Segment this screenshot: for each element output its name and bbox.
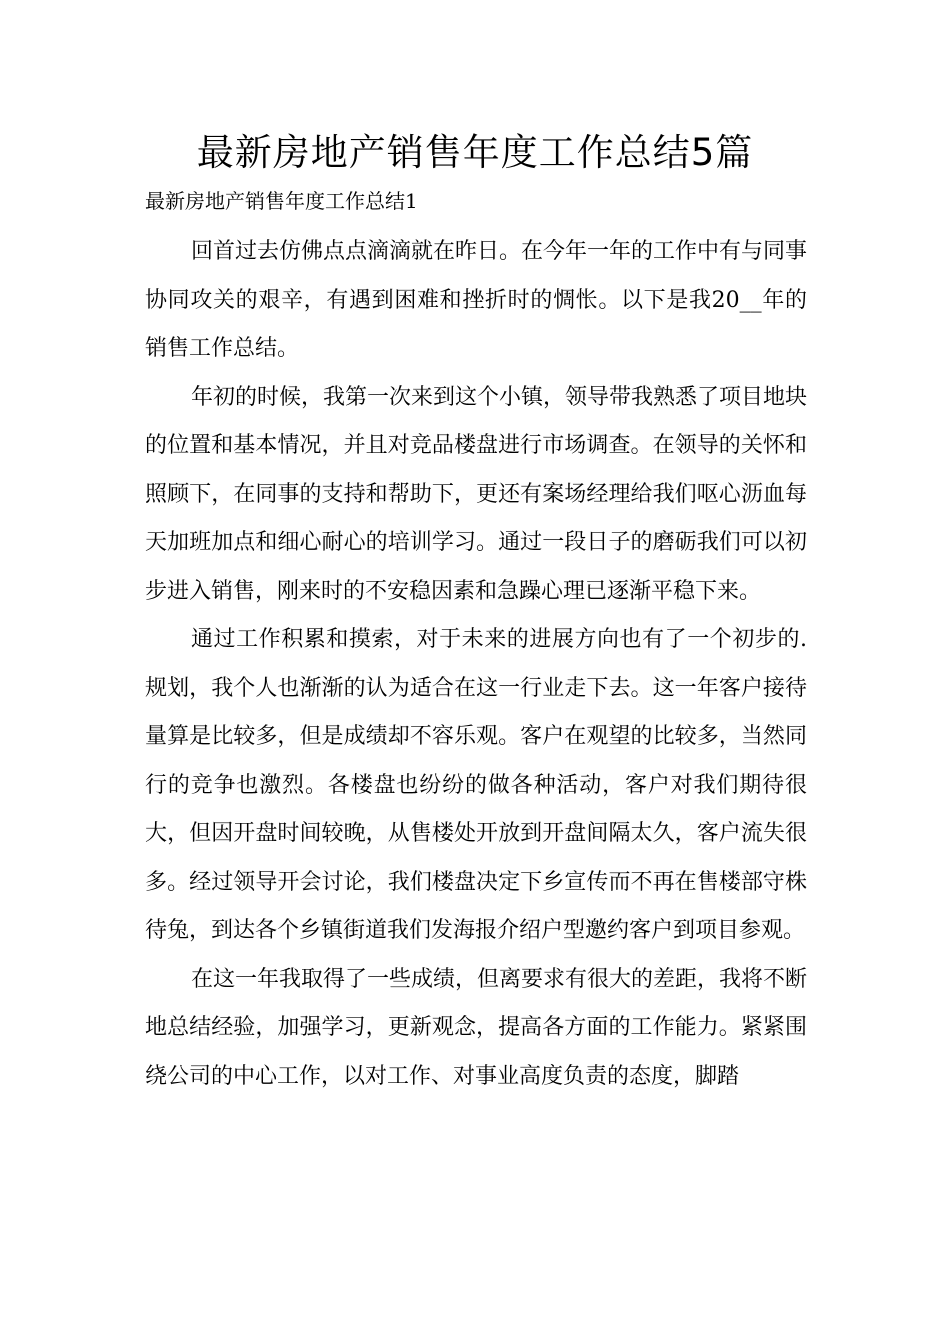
paragraph-1: 回首过去仿佛点点滴滴就在昨日。在今年一年的工作中有与同事协同攻关的艰辛，有遇到困难和挫折时的惆怅。以下是我20__年的销售工作总结。	[145, 239, 808, 361]
paragraph-4: 在这一年我取得了一些成绩，但离要求有很大的差距，我将不断地总结经验，加强学习，更新观念，提高各方面的工作能力。紧紧围绕公司的中心工作，以对工作、对事业高度负责的态度，脚踏	[145, 966, 808, 1089]
document-title: 最新房地产销售年度工作总结5篇	[196, 131, 754, 174]
paragraph-2: 年初的时候，我第一次来到这个小镇，领导带我熟悉了项目地块的位置和基本情况，并且对竞品楼盘进行市场调查。在领导的关怀和照顾下，在同事的支持和帮助下，更还有案场经理给我们呕心沥血每天加班加点和细心耐心的培训学习。通过一段日子的磨砺我们可以初步进入销售，刚来时的不安稳因素和急躁心理已逐渐平稳下来。	[145, 384, 808, 604]
section-heading: 最新房地产销售年度工作总结1	[145, 189, 418, 213]
document-body	[145, 228, 807, 1101]
paragraph-3: 通过工作积累和摸索，对于未来的进展方向也有了一个初步的.规划，我个人也渐渐的认为适合在这一行业走下去。这一年客户接待量算是比较多，但是成绩却不容乐观。客户在观望的比较多，当然同行的竞争也激烈。各楼盘也纷纷的做各种活动，客户对我们期待很大，但因开盘时间较晚，从售楼处开放到开盘间隔太久，客户流失很多。经过领导开会讨论，我们楼盘决定下乡宣传而不再在售楼部守株待兔，到达各个乡镇街道我们发海报介绍户型邀约客户到项目参观。	[145, 627, 807, 943]
